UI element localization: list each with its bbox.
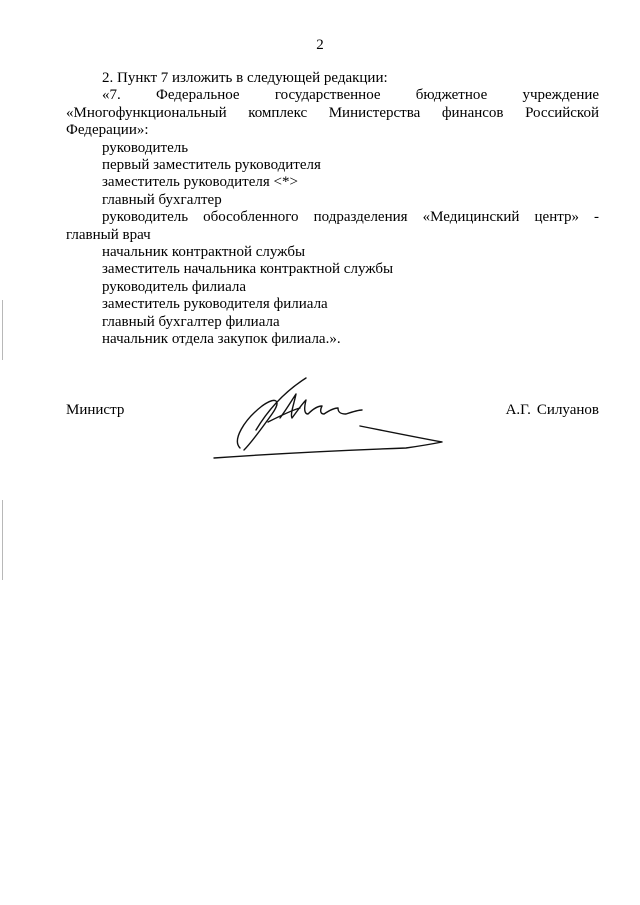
position-item: первый заместитель руководителя <box>102 157 321 174</box>
position-item: заместитель руководителя <*> <box>102 174 298 191</box>
clause-intro: 2. Пункт 7 изложить в следующей редакции: <box>102 70 388 86</box>
position-item-continuation: главный врач <box>66 226 151 243</box>
word: финансов <box>441 104 504 121</box>
word: обособленного <box>203 209 299 226</box>
position-item: начальник отдела закупок филиала.». <box>102 331 341 348</box>
clause-item-line-3: Федерации»: <box>66 122 149 139</box>
position-item: руководитель <box>102 139 189 156</box>
word: государственное <box>274 87 381 104</box>
word: центр» <box>534 209 579 226</box>
word: «Многофункциональный <box>66 104 227 121</box>
position-item: главный бухгалтер филиала <box>102 313 280 330</box>
signatory-surname: Силуанов <box>536 402 599 418</box>
word: руководитель <box>102 209 189 226</box>
page-number: 2 <box>316 37 324 53</box>
word: «7. <box>102 87 121 104</box>
signatory-title: Министр <box>66 402 125 418</box>
handwritten-signature <box>210 370 450 465</box>
clause-item-line-2 <box>66 105 599 122</box>
word: Министерства <box>328 104 421 121</box>
word: учреждение <box>522 87 600 104</box>
word: подразделения <box>313 209 408 226</box>
position-item-long <box>66 209 599 226</box>
clause-item-line-1 <box>66 87 599 104</box>
scan-edge-mark <box>2 500 3 580</box>
word: комплекс <box>248 104 308 121</box>
document-body <box>66 70 599 349</box>
positions-list <box>66 140 599 349</box>
word: бюджетное <box>415 87 488 104</box>
scan-edge-mark <box>2 300 3 360</box>
signatory-name <box>506 402 599 419</box>
signatory-initials: А.Г. <box>505 402 531 418</box>
position-item: руководитель филиала <box>102 278 247 295</box>
position-item: заместитель начальника контрактной службы <box>102 261 394 278</box>
position-item: начальник контрактной службы <box>102 244 306 261</box>
word: Российской <box>525 104 599 121</box>
word: Федеральное <box>155 87 240 104</box>
word: «Медицинский <box>422 209 520 226</box>
position-item: заместитель руководителя филиала <box>102 296 328 313</box>
position-item: главный бухгалтер <box>102 191 222 208</box>
word: - <box>594 209 600 226</box>
